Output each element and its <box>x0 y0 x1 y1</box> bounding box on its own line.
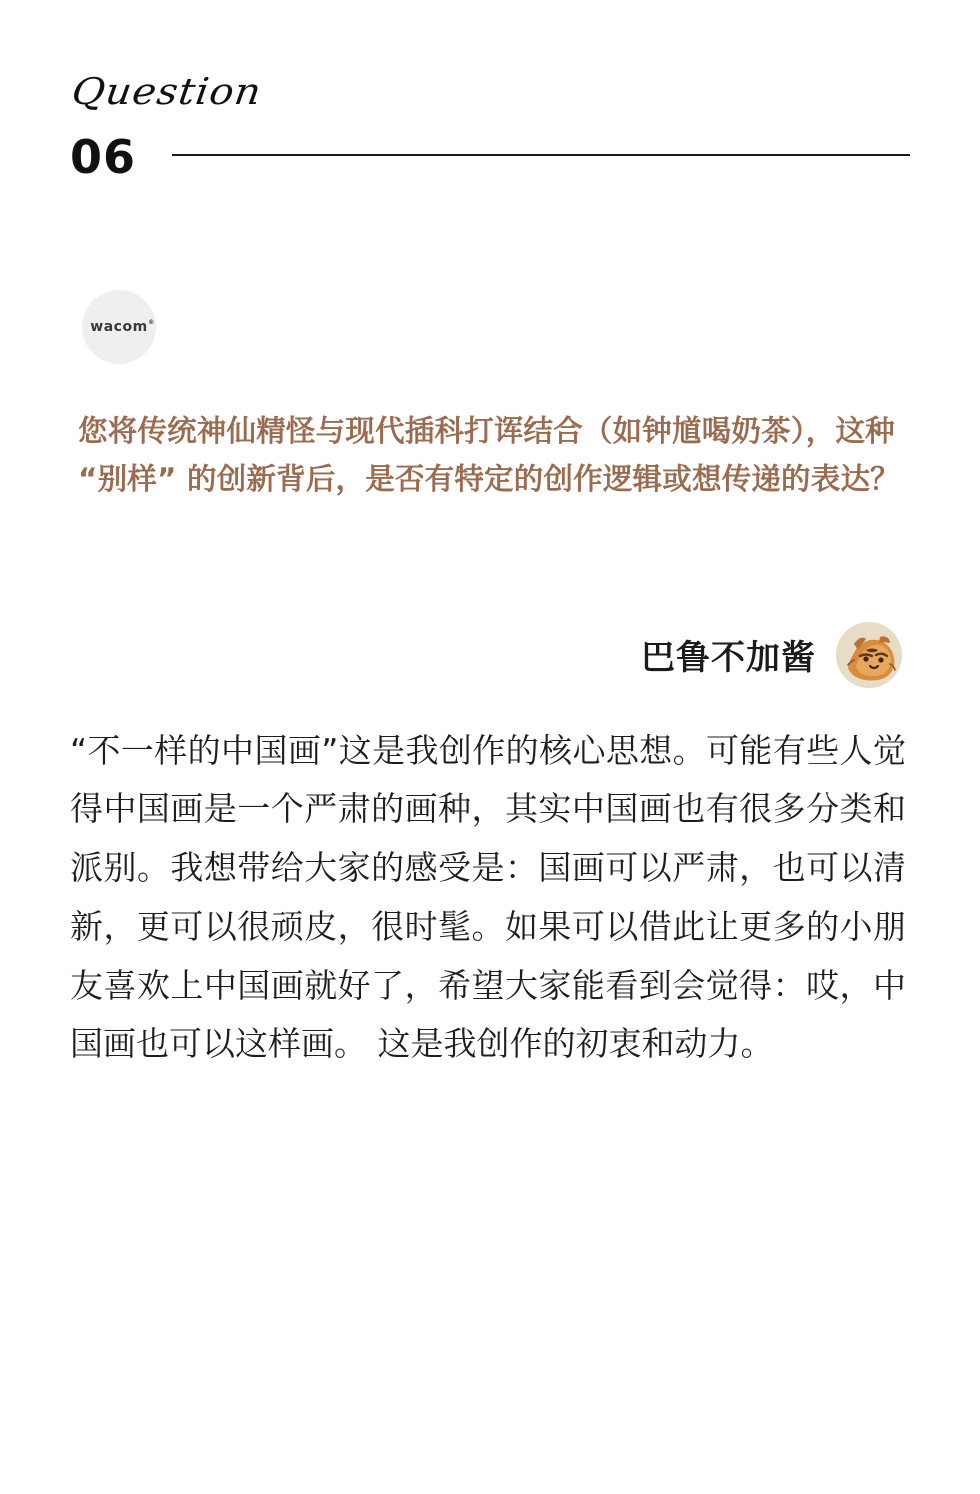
wacom-wordmark: wacom ® <box>90 319 147 335</box>
answer-text: “不一样的中国画”这是我创作的核心思想。可能有些人觉得中国画是一个严肃的画种，其实中国画也有很多分类和派别。我想带给大家的感受是：国画可以严肃，也可以清新，更可以很顽皮，很时髦。如果可以借此让更多的小朋友喜欢上中国画就好了，希望大家能看到会觉得：哎，中国画也可以这样画。 这是我创作的初衷和动力。 <box>70 730 906 1064</box>
question-script-label: Question <box>69 70 265 114</box>
question-number-row <box>70 130 910 184</box>
answer-author-row <box>70 622 910 688</box>
question-number: 06 <box>70 130 137 184</box>
question-text: 您将传统神仙精怪与现代插科打诨结合（如钟馗喝奶茶），这种 “别样” 的创新背后，是否有特定的创作逻辑或想传递的表达？ <box>78 414 900 496</box>
wacom-brand-badge <box>82 290 156 364</box>
header-divider <box>172 154 910 156</box>
tiger-avatar-icon <box>836 622 902 688</box>
page-header <box>69 0 910 184</box>
author-name: 巴鲁不加酱 <box>641 638 816 679</box>
avatar <box>836 622 902 688</box>
